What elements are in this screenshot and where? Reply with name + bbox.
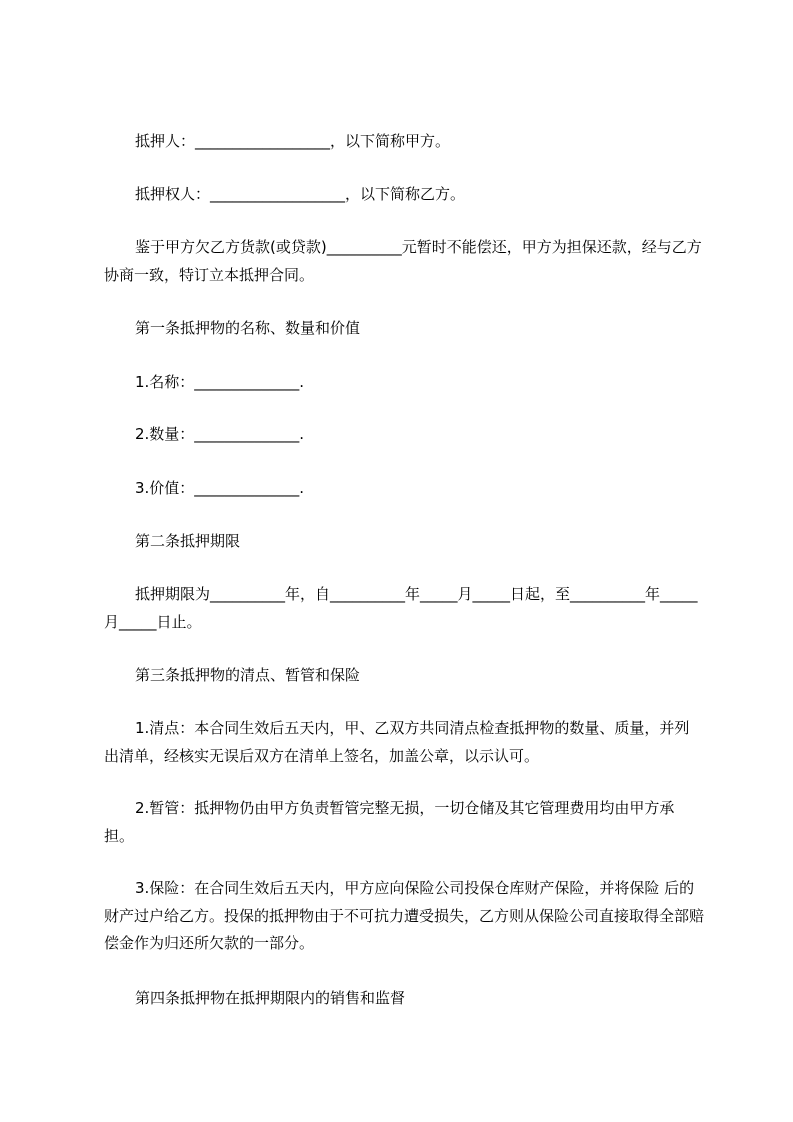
custody-paragraph: 2.暂管：抵押物仍由甲方负责暂管完整无损，一切仓储及其它管理费用均由甲方承担。 — [104, 799, 675, 845]
inventory-paragraph: 1.清点：本合同生效后五天内，甲、乙双方共同清点检查抵押物的数量、质量，并列出清单，经核实无误后双方在清单上签名，加盖公章，以示认可。 — [104, 719, 690, 765]
article-1-heading: 第一条抵押物的名称、数量和价值 — [135, 319, 361, 337]
item-quantity: 2.数量：______________. — [135, 425, 305, 443]
mortgagee-line: 抵押权人：__________________，以下简称乙方。 — [135, 185, 466, 203]
article-3-heading: 第三条抵押物的清点、暂管和保险 — [135, 666, 361, 684]
item-value: 3.价值：______________. — [135, 479, 305, 497]
article-2-heading: 第二条抵押期限 — [135, 532, 241, 550]
preamble-paragraph: 鉴于甲方欠乙方货款(或贷款)__________元暂时不能偿还，甲方为担保还款，经与乙方协商一致，特订立本抵押合同。 — [104, 238, 702, 284]
article-4-heading: 第四条抵押物在抵押期限内的销售和监督 — [135, 989, 406, 1007]
insurance-paragraph: 3.保险：在合同生效后五天内，甲方应向保险公司投保仓库财产保险，并将保险 后的财产过户给乙方。投保的抵押物由于不可抗力遭受损失，乙方则从保险公司直接取得全部赔偿金作为归还所欠款的一部分。 — [104, 879, 705, 952]
mortgagor-line: 抵押人：__________________，以下简称甲方。 — [135, 132, 451, 150]
mortgage-term-paragraph: 抵押期限为__________年，自__________年_____月_____日起，至__________年_____月_____日止。 — [104, 585, 698, 631]
item-name: 1.名称：______________. — [135, 373, 305, 391]
